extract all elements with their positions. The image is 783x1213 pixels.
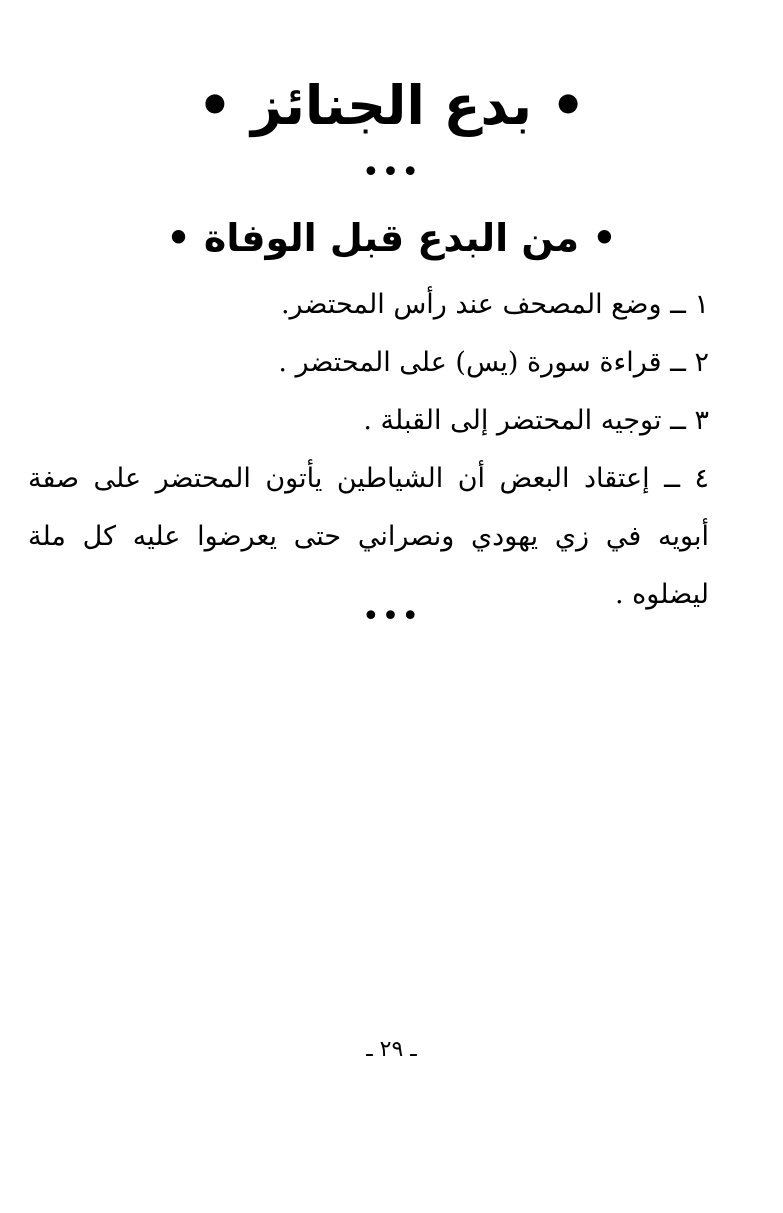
ornament-divider-bottom: ••• <box>361 599 422 634</box>
chapter-title: • بدع الجنائز • <box>197 74 586 137</box>
list-item: ٢ ــ قراءة سورة (يس) على المحتضر . <box>278 347 709 378</box>
section-subtitle: • من البدع قبل الوفاة • <box>166 216 617 260</box>
ornament-divider-top: ••• <box>361 155 422 190</box>
list-item: ١ ــ وضع المصحف عند رأس المحتضر. <box>280 289 709 320</box>
list-item: ٤ ــ إعتقاد البعض أن الشياطين يأتون المحتضر على صفة أبويه في زي يهودي ونصراني حتى يعرضوا عليه كل ملة ليضلوه . <box>28 463 709 610</box>
bida-list <box>28 276 709 624</box>
list-item: ٣ ــ توجيه المحتضر إلى القبلة . <box>363 405 709 436</box>
page-number: ـ ٢٩ ـ <box>366 1037 417 1062</box>
